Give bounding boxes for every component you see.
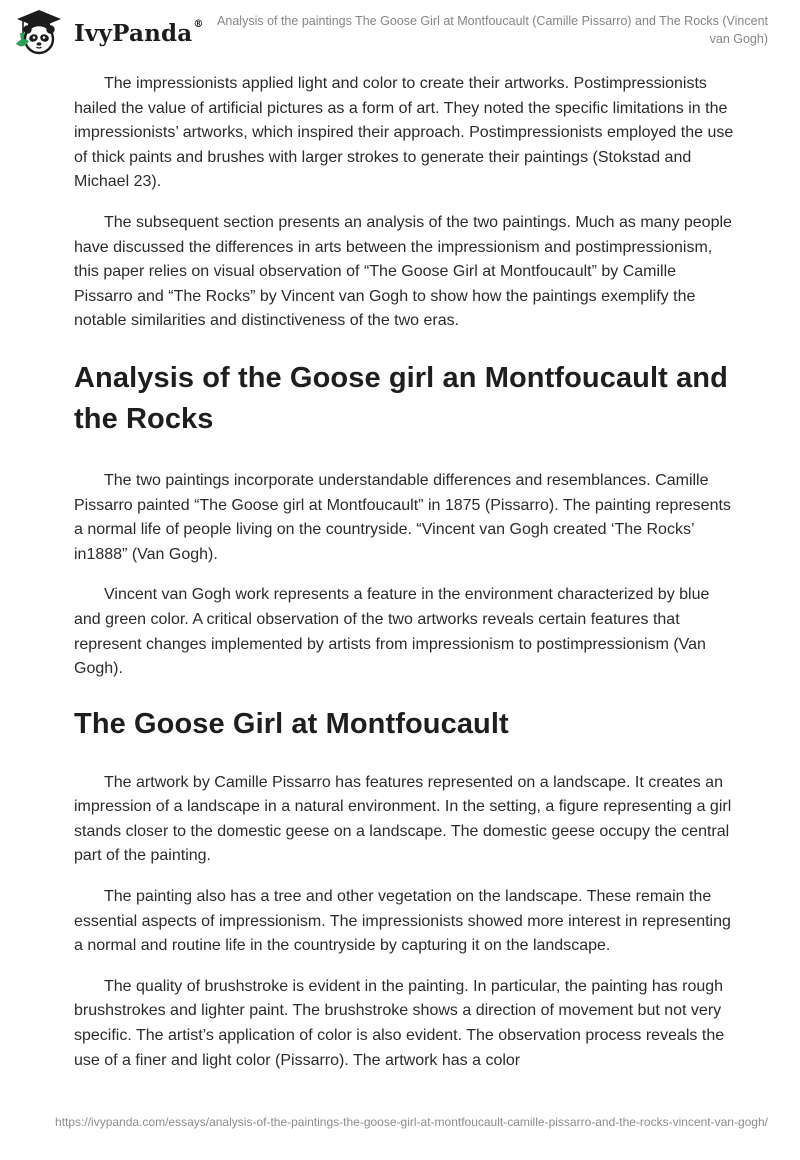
page-header — [0, 0, 800, 64]
article-body — [74, 72, 734, 1089]
paragraph: The artwork by Camille Pissarro has features represented on a landscape. It creates an impression of a landscape in a natural environment. In the setting, a figure representing a girl stands closer to the domestic geese on a landscape. The domestic geese occupy the central part of the painting. — [74, 773, 732, 865]
ivypanda-logo[interactable] — [14, 8, 204, 56]
paragraph: The quality of brushstroke is evident in the painting. In particular, the painting has rough brushstrokes and lighter paint. The brushstroke shows a direction of movement but not very specific. The artist’s application of color is also evident. The observation process reveals the use of a finer and light color (Pissarro). The artwork has a color — [74, 977, 725, 1069]
paragraph: The subsequent section presents an analysis of the two paintings. Much as many people have discussed the differences in arts between the impressionism and postimpressionism, this paper relies on visual observation of “The Goose Girl at Montfoucault” by Camille Pissarro and “The Rocks” by Vincent van Gogh to show how the paintings exemplify the notable similarities and distinctiveness of the two eras. — [74, 213, 732, 330]
section-heading-goose-girl: The Goose Girl at Montfoucault — [74, 707, 509, 740]
paragraph: Vincent van Gogh work represents a feature in the environment characterized by blue and green color. A critical observation of the two artworks reveals certain features that represent changes implemented by artists from impressionism to postimpressionism (Van Gogh). — [74, 586, 710, 678]
paragraph: The painting also has a tree and other vegetation on the landscape. These remain the essential aspects of impressionism. The impressionists showed more interest in representing a normal and routine life in the countryside by capturing it on the landscape. — [74, 888, 731, 955]
logo-wordmark: IvyPanda® — [74, 19, 204, 47]
section-heading-analysis: Analysis of the Goose girl an Montfoucault and the Rocks — [74, 361, 728, 436]
paragraph: The impressionists applied light and color to create their artworks. Postimpressionists hailed the value of artificial pictures as a form of art. They noted the specific limitations in the impressionists’ artworks, which inspired their approach. Postimpressionists employed the use of thick paints and brushes with larger strokes to generate their paintings (Stokstad and Michael 23). — [74, 75, 734, 191]
panda-graduate-icon — [14, 8, 64, 56]
paragraph: The two paintings incorporate understandable differences and resemblances. Camille Pissarro painted “The Goose girl at Montfoucault” in 1875 (Pissarro). The painting represents a normal life of people living on the countryside. “Vincent van Gogh created ‘The Rocks’ in1888” (Van Gogh). — [74, 471, 731, 563]
document-title: Analysis of the paintings The Goose Girl at Montfoucault (Camille Pissarro) and The Rocks (Vincent van Gogh) — [217, 14, 768, 46]
source-url-link[interactable]: https://ivypanda.com/essays/analysis-of-the-paintings-the-goose-girl-at-montfoucault-camille-pissarro-and-the-rocks-vincent-van-gogh/ — [55, 1115, 768, 1129]
